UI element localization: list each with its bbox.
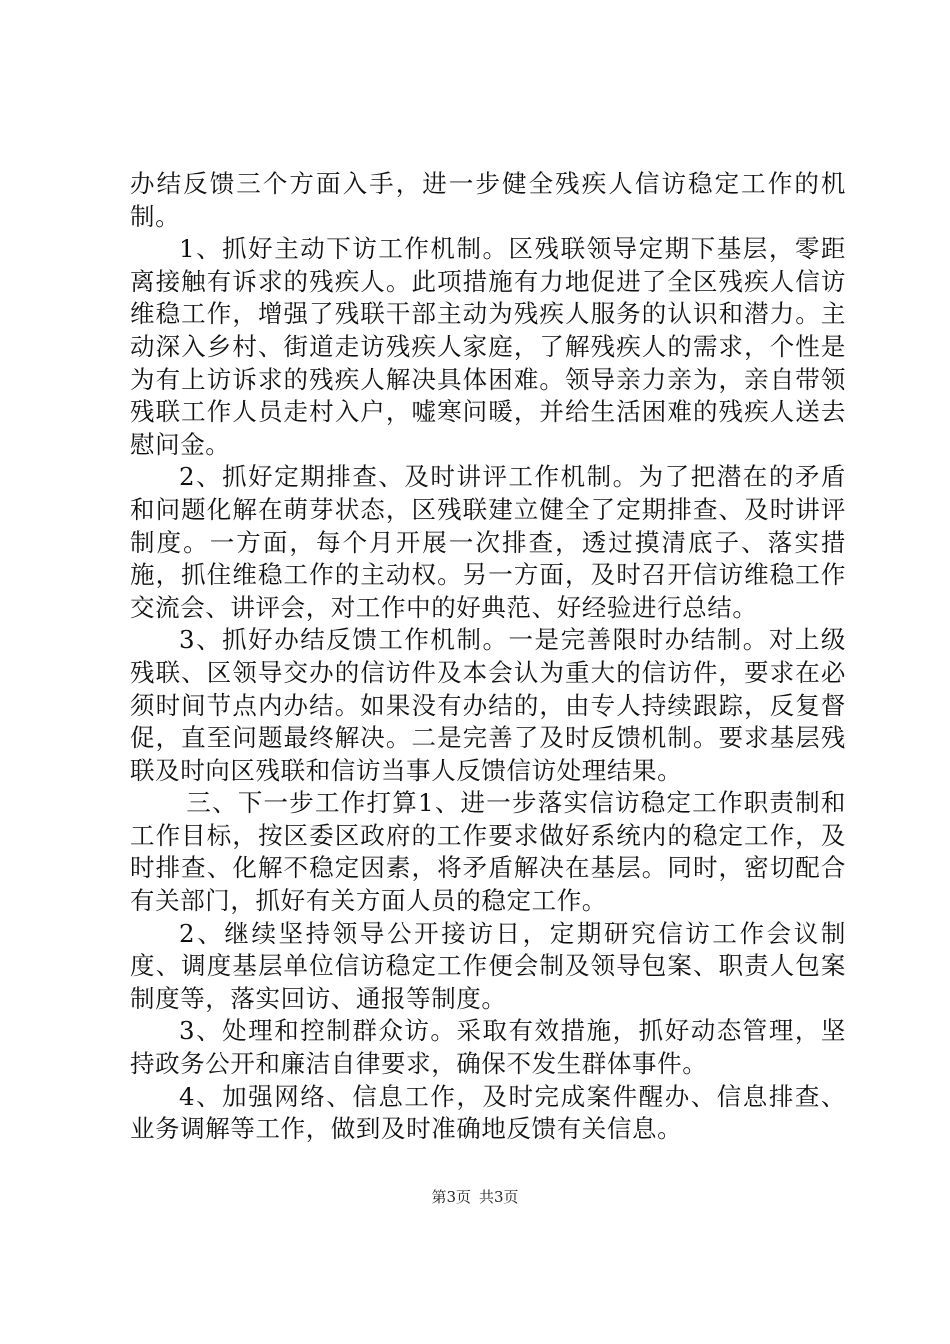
page-footer	[0, 1187, 950, 1207]
page-total: 共3页	[479, 1188, 519, 1206]
paragraph-plan-2: 2、继续坚持领导公开接访日，定期研究信访工作会议制度、调度基层单位信访稳定工作便会制及领导包案、职责人包案制度等，落实回访、通报等制度。	[130, 918, 846, 1013]
paragraph-plan-3: 3、处理和控制群众访。采取有效措施，抓好动态管理，坚持政务公开和廉洁自律要求，确保不发生群体事件。	[130, 1016, 846, 1079]
paragraph-section-next-plan: 三、下一步工作打算1、进一步落实信访稳定工作职责制和工作目标，按区委区政府的工作要求做好系统内的稳定工作，及时排查、化解不稳定因素，将矛盾解决在基层。同时，密切配合有关部门，抓好有关方面人员的稳定工作。	[130, 788, 846, 916]
document-body	[130, 168, 846, 1146]
paragraph-item-2: 2、抓好定期排查、及时讲评工作机制。为了把潜在的矛盾和问题化解在萌芽状态，区残联建立健全了定期排查、及时讲评制度。一方面，每个月开展一次排查，透过摸清底子、落实措施，抓住维稳工作的主动权。另一方面，及时召开信访维稳工作交流会、讲评会，对工作中的好典范、好经验进行总结。	[130, 462, 846, 622]
paragraph-item-3: 3、抓好办结反馈工作机制。一是完善限时办结制。对上级残联、区领导交办的信访件及本会认为重大的信访件，要求在必须时间节点内办结。如果没有办结的，由专人持续跟踪，反复督促，直至问题最终解决。二是完善了及时反馈机制。要求基层残联及时向区残联和信访当事人反馈信访处理结果。	[130, 625, 846, 785]
paragraph-item-1: 1、抓好主动下访工作机制。区残联领导定期下基层，零距离接触有诉求的残疾人。此项措施有力地促进了全区残疾人信访维稳工作，增强了残联干部主动为残疾人服务的认识和潜力。主动深入乡村、街道走访残疾人家庭，了解残疾人的需求，个性是为有上访诉求的残疾人解决具体困难。领导亲力亲为，亲自带领残联工作人员走村入户，嘘寒问暖，并给生活困难的残疾人送去慰问金。	[130, 234, 846, 459]
page-number: 第3页	[431, 1188, 471, 1206]
paragraph-continuation: 办结反馈三个方面入手，进一步健全残疾人信访稳定工作的机制。	[130, 169, 846, 231]
paragraph-plan-4: 4、加强网络、信息工作，及时完成案件醒办、信息排查、业务调解等工作，做到及时准确地反馈有关信息。	[130, 1081, 846, 1144]
